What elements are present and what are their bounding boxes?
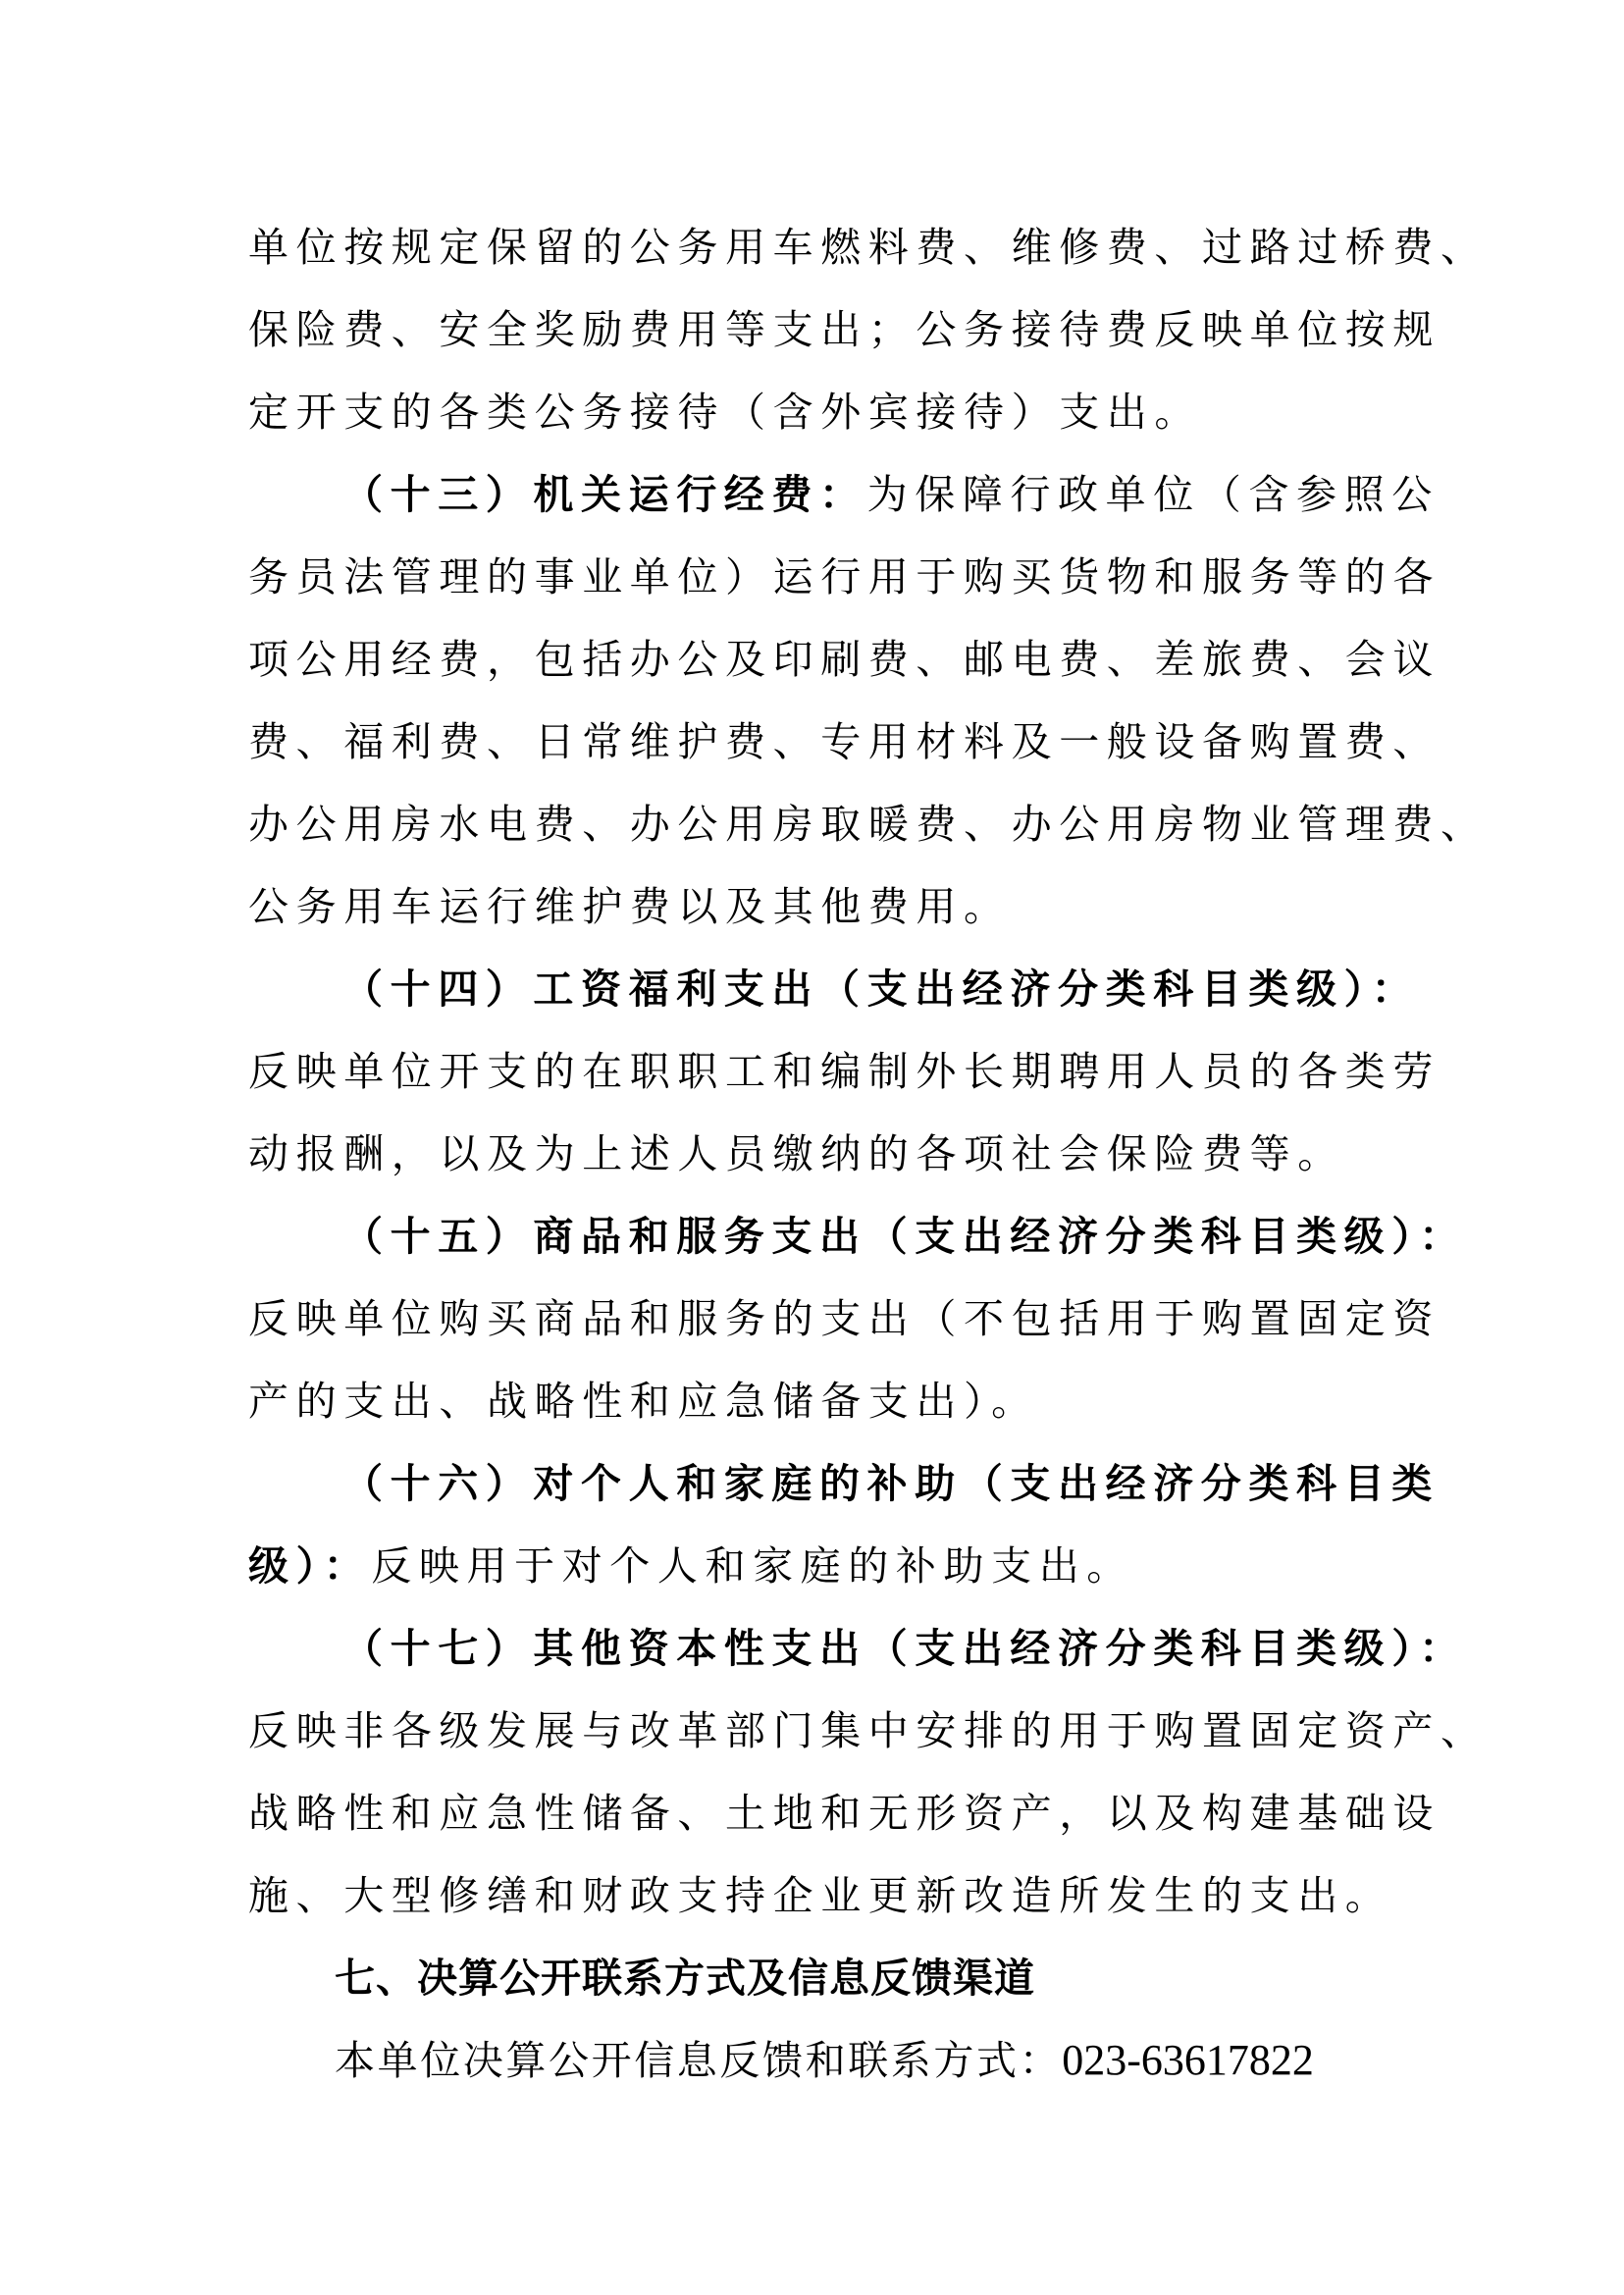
paragraph-line: 公务用车运行维护费以及其他费用。 <box>248 883 1012 930</box>
item-13-term: （十三）机关运行经费： <box>342 471 867 518</box>
item-16-text: 反映用于对个人和家庭的补助支出。 <box>371 1542 1134 1590</box>
item-14-term: （十四）工资福利支出（支出经济分类科目类级）： <box>342 965 1420 1013</box>
paragraph-line: 单位按规定保留的公务用车燃料费、维修费、过路过桥费、 <box>248 224 1489 271</box>
item-16-second-line <box>248 1537 1396 1619</box>
contact-label: 本单位决算公开信息反馈和联系方式： <box>335 2037 1063 2084</box>
paragraph-line: 反映非各级发展与改革部门集中安排的用于购置固定资产、 <box>248 1707 1489 1754</box>
section-7-heading: 七、决算公开联系方式及信息反馈渠道 <box>335 1955 1035 2002</box>
contact-phone: 023-63617822 <box>1062 2036 1314 2084</box>
paragraph-line: 反映单位购买商品和服务的支出（不包括用于购置固定资 <box>248 1295 1441 1342</box>
paragraph-line: 定开支的各类公务接待（含外宾接待）支出。 <box>248 389 1202 436</box>
paragraph-line: 动报酬，以及为上述人员缴纳的各项社会保险费等。 <box>248 1130 1345 1177</box>
item-15-term: （十五）商品和服务支出（支出经济分类科目类级）： <box>342 1213 1467 1260</box>
paragraph-line: 办公用房水电费、办公用房取暖费、办公用房物业管理费、 <box>248 801 1489 848</box>
paragraph-line: 产的支出、战略性和应急储备支出）。 <box>248 1378 1039 1425</box>
contact-line <box>248 2031 1396 2113</box>
paragraph-line: 项公用经费，包括办公及印刷费、邮电费、差旅费、会议 <box>248 636 1441 683</box>
document-page <box>248 218 1489 2113</box>
item-13-text: 为保障行政单位（含参照公 <box>866 471 1440 518</box>
paragraph-line: 保险费、安全奖励费用等支出；公务接待费反映单位按规 <box>248 306 1441 353</box>
paragraph-line: 反映单位开支的在职职工和编制外长期聘用人员的各类劳 <box>248 1048 1441 1095</box>
item-17-term: （十七）其他资本性支出（支出经济分类科目类级）： <box>342 1625 1467 1672</box>
item-16-term: （十六）对个人和家庭的补助（支出经济分类科目类 <box>342 1460 1440 1507</box>
paragraph-line: 战略性和应急性储备、土地和无形资产，以及构建基础设 <box>248 1790 1441 1837</box>
paragraph-line: 费、福利费、日常维护费、专用材料及一般设备购置费、 <box>248 718 1441 765</box>
paragraph-line: 务员法管理的事业单位）运行用于购买货物和服务等的各 <box>248 553 1441 600</box>
paragraph-line: 施、大型修缮和财政支持企业更新改造所发生的支出。 <box>248 1872 1393 1919</box>
item-13-first-line <box>248 465 1440 548</box>
item-16-term-end: 级）： <box>248 1542 372 1590</box>
